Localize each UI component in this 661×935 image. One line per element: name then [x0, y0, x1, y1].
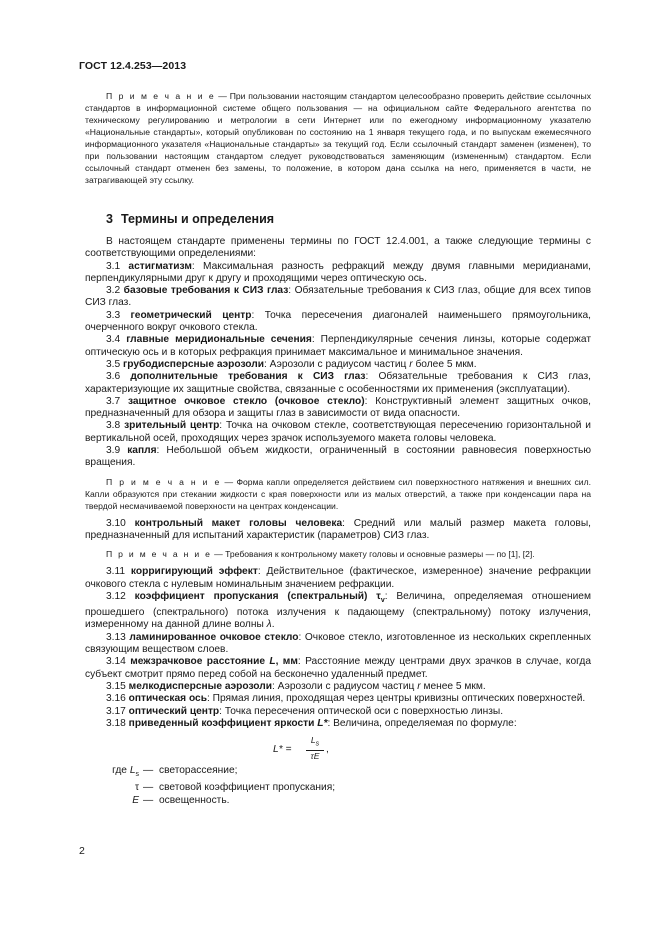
term-definition: : Действительное (фактическое, измеренное) значение рефракции очкового стекла с нулевым номинальным значением рефракции.	[85, 566, 591, 590]
term-definition: : Величина, определяемая по формуле:	[327, 717, 517, 729]
term-definition: : Расстояние между центрами двух зрачков в случае, когда субъект смотрит прямо перед собой на бесконечно удаленный предмет.	[85, 656, 591, 680]
term-definition: : Средний или малый размер макета головы, предназначенный для испытаний характеристик (параметров) СИЗ глаз.	[85, 517, 591, 541]
term-3-18: 3.18 приведенный коэффициент яркости L*: Величина, определяемая по формуле:	[106, 717, 517, 729]
term-definition: : Точка пересечения диагоналей наименьшего прямоугольника, очерченного вокруг очкового стекла.	[85, 309, 591, 334]
term-name: оптическая ось	[128, 693, 207, 705]
term-3-12: 3.12 коэффициент пропускания (спектральный) $\tau_v$: Величина, определяемая отношением прошедшего (спектрального) потока излучения к падающему (спектральному) потоку излучения, измеренному на данной длине волны λ.	[85, 590, 591, 631]
term-3-5: 3.5 грубодисперсные аэрозоли: Аэрозоли с радиусом частиц r более 5 мкм.	[106, 358, 477, 370]
term-name: оптический центр	[128, 705, 220, 717]
section-number: 3	[106, 212, 113, 226]
term-definition: : Точка пересечения оптической оси с поверхностью линзы.	[219, 705, 504, 717]
intro-paragraph: В настоящем стандарте применены термины по ГОСТ 12.4.001, а также следующие термины с соответствующими определениями:	[85, 236, 591, 260]
formula-lhs: L* =	[273, 744, 292, 756]
page-number: 2	[79, 845, 85, 857]
term-name: астигматизм	[128, 260, 192, 272]
note-text: — При пользовании настоящим стандартом целесообразно проверить действие ссылочных стандартов в информационной системе общего пользования — на официальном сайте Федерального агентства по техническому регулированию и метрологии в сети Интернет или по ежегодному информационному указателю «Национальные стандарты», который опубликован по состоянию на 1 января текущего года, и по выпускам ежемесячного информационного указателя «Национальные стандарты» за текущий год. Если ссылочный стандарт заменен (изменен), то при пользовании настоящим стандартом следует руководствоваться заменяющим (измененным) стандартом. Если ссылочный стандарт отменен без замены, то положение, в котором дана ссылка на него, применяется в части, не затрагивающей эту ссылку.	[85, 91, 591, 185]
term-definition: : Максимальная разность рефракций между двумя главными меридианами, перпендикулярными друг к другу и проходящими через оптическую ось.	[85, 260, 591, 284]
term-name: приведенный коэффициент яркости	[128, 717, 318, 729]
term-3-8: 3.8 зрительный центр: Точка на очковом стекле, соответствующая пересечению горизонтальной и вертикальной осей, проходящих через зрачок используемого макета головы человека.	[85, 420, 591, 444]
section-heading	[106, 212, 591, 226]
term-name: ламинированное очковое стекло	[129, 631, 299, 643]
term-3-6: 3.6 дополнительные требования к СИЗ глаз: Обязательные требования к СИЗ глаз, характеризующие их защитные свойства, связанные с особенностями их применения (эксплуатации).	[85, 371, 591, 395]
term-name: корригирующий эффект	[130, 566, 258, 578]
term-name: грубодисперсные аэрозоли	[123, 358, 264, 370]
term-name: коэффициент пропускания (спектральный) τ	[134, 590, 381, 602]
term-3-7: 3.7 защитное очковое стекло (очковое стекло): Конструктивный элемент защитных очков, предназначенный для обзора и защиты глаз в зависимости от вида опасности.	[85, 395, 591, 420]
note-label: П р и м е ч а н и е	[106, 91, 216, 101]
page-content	[85, 90, 591, 807]
term-name: капля	[127, 445, 157, 457]
term-3-11: 3.11 корригирующий эффект: Действительное (фактическое, измеренное) значение рефракции очкового стекла с нулевым номинальным значением рефракции.	[85, 566, 591, 590]
term-name: контрольный макет головы человека	[134, 517, 343, 529]
term-definition: : Точка на очковом стекле, соответствующая пересечению горизонтальной и вертикальной осей, проходящих через зрачок используемого макета головы человека.	[85, 420, 591, 444]
term-3-1: 3.1 астигматизм: Максимальная разность рефракций между двумя главными меридианами, перпендикулярными друг к другу и проходящими через оптическую ось.	[85, 260, 591, 284]
variable-row: E — освещенность.	[132, 795, 230, 807]
term-3-10: 3.10 контрольный макет головы человека: Средний или малый размер макета головы, предназначенный для испытаний характеристик (параметров) СИЗ глаз.	[85, 517, 591, 541]
term-name: главные меридиональные сечения	[126, 334, 312, 346]
note-head: П р и м е ч а н и е — Требования к контрольному макету головы и основные размеры — по [1], [2].	[106, 549, 535, 560]
term-name: дополнительные требования к СИЗ глаз	[130, 371, 366, 383]
section-body	[85, 236, 591, 807]
term-3-15: 3.15 мелкодисперсные аэрозоли: Аэрозоли с радиусом частиц r менее 5 мкм.	[106, 680, 486, 692]
term-name: межзрачковое расстояние	[130, 656, 270, 668]
term-3-2: 3.2 базовые требования к СИЗ глаз: Обязательные требования к СИЗ глаз, общие для всех типов СИЗ глаз.	[85, 285, 591, 309]
variable-row: где $L_s$ — светорассеяние;	[112, 765, 238, 779]
term-definition: : Небольшой объем жидкости, ограниченный в состоянии равновесия поверхностью вращения.	[85, 445, 591, 469]
term-3-3: 3.3 геометрический центр: Точка пересечения диагоналей наименьшего прямоугольника, очерченного вокруг очкового стекла.	[85, 309, 591, 334]
formula-fraction: $\frac{L_s}{\tau E}$	[306, 735, 324, 762]
note-drop: П р и м е ч а н и е — Форма капли определяется действием сил поверхностного натяжения и внешних сил. Капли образуются при стекании жидкости с края поверхности или из малых отверстий, а также при конденсации пара на твердой несмачиваемой поверхности на центрах конденсации.	[85, 476, 591, 511]
term-name: геометрический центр	[130, 309, 252, 321]
term-definition: : Обязательные требования к СИЗ глаз, характеризующие их защитные свойства, связанные с особенностями их применения (эксплуатации).	[85, 371, 591, 395]
term-3-16: 3.16 оптическая ось: Прямая линия, проходящая через центры кривизны оптических поверхностей.	[106, 693, 586, 705]
top-note	[85, 90, 591, 186]
term-3-9: 3.9 капля: Небольшой объем жидкости, ограниченный в состоянии равновесия поверхностью вращения.	[85, 445, 591, 469]
term-3-14: 3.14 межзрачковое расстояние L, мм: Расстояние между центрами двух зрачков в случае, когда субъект смотрит прямо перед собой на бесконечно удаленный предмет.	[85, 656, 591, 680]
term-3-4: 3.4 главные меридиональные сечения: Перпендикулярные сечения линзы, которые содержат оптическую ось и в которых рефракция принимает максимальное и минимальное значения.	[85, 334, 591, 358]
term-3-13: 3.13 ламинированное очковое стекло: Очковое стекло, изготовленное из нескольких скрепленных связующим веществом слоев.	[85, 631, 591, 656]
term-3-17: 3.17 оптический центр: Точка пересечения оптической оси с поверхностью линзы.	[106, 705, 504, 717]
term-definition: : Перпендикулярные сечения линзы, которые содержат оптическую ось и в которых рефракция принимает максимальное и минимальное значения.	[85, 334, 591, 358]
term-name: зрительный центр	[124, 420, 220, 432]
term-definition: : Прямая линия, проходящая через центры кривизны оптических поверхностей.	[206, 693, 586, 705]
term-name: базовые требования к СИЗ глаз	[123, 285, 289, 297]
term-definition: : Очковое стекло, изготовленное из нескольких скрепленных связующим веществом слоев.	[85, 631, 591, 656]
document-header: ГОСТ 12.4.253—2013	[79, 60, 187, 72]
term-name: мелкодисперсные аэрозоли	[128, 680, 272, 692]
formula: L* = $\frac{L_s}{\tau E}$ ,	[273, 735, 329, 761]
term-definition: : Конструктивный элемент защитных очков, предназначенный для обзора и защиты глаз в зависимости от вида опасности.	[85, 395, 591, 420]
section-title: Термины и определения	[120, 212, 275, 226]
formula-variables	[85, 764, 591, 807]
term-definition: : Обязательные требования к СИЗ глаз, общие для всех типов СИЗ глаз.	[85, 285, 591, 309]
variable-row: τ — световой коэффициент пропускания;	[134, 782, 336, 794]
term-name: защитное очковое стекло (очковое стекло)	[127, 395, 365, 407]
